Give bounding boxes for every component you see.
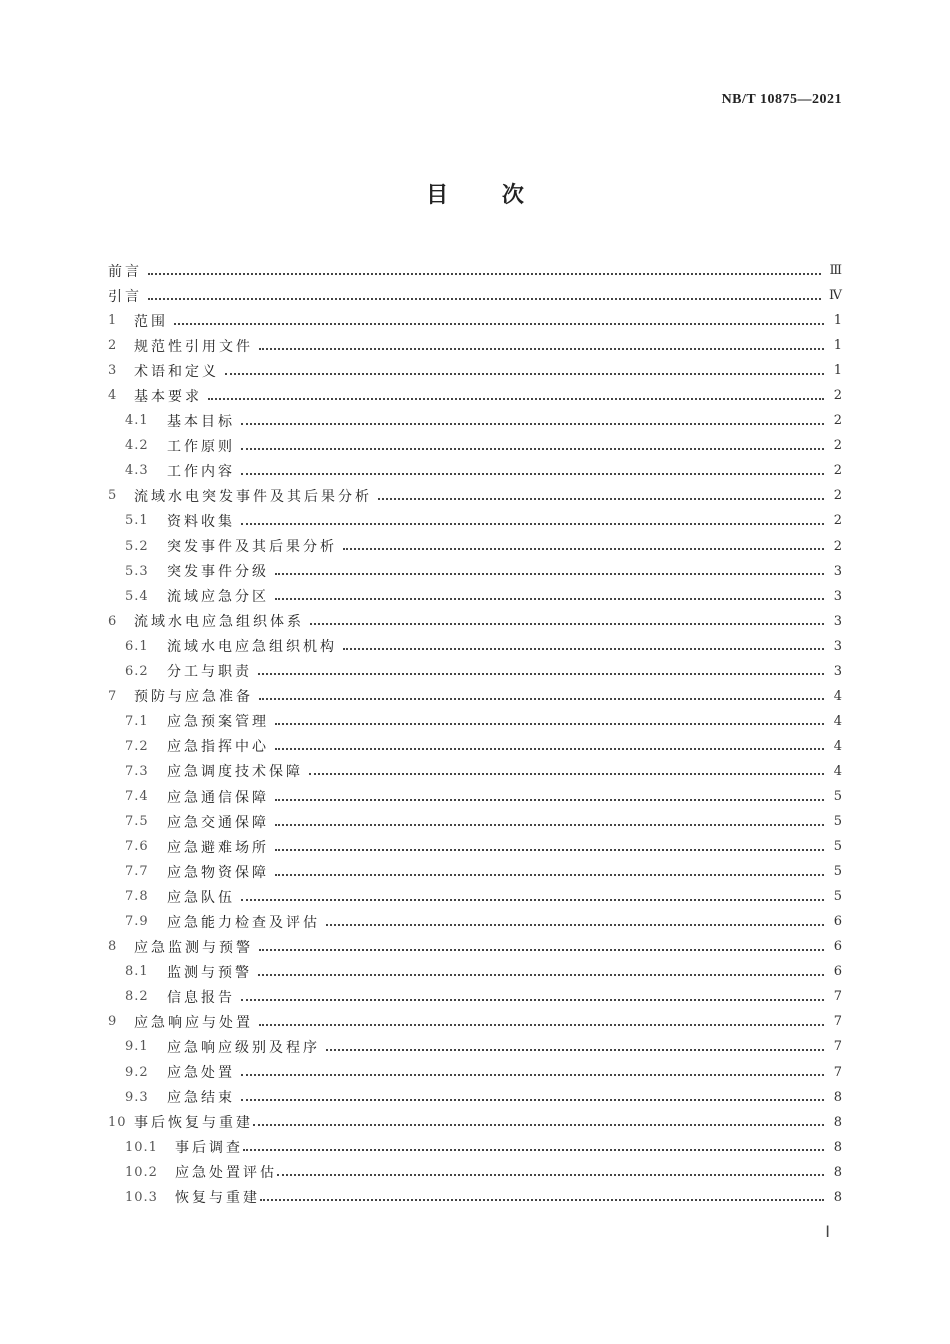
toc-entry-number: 5.2 — [125, 538, 149, 554]
toc-entry-label: 应急调度技术保障 — [167, 764, 303, 781]
toc-entry-label: 应急避难场所 — [167, 839, 269, 856]
toc-entry-page: 1 — [833, 363, 842, 379]
toc-leader-dots — [241, 423, 824, 425]
toc-entry-label: 突发事件分级 — [167, 564, 269, 581]
toc-entry-number: 10.2 — [125, 1164, 158, 1180]
toc-entry-page: 2 — [833, 388, 842, 404]
toc-entry[interactable] — [108, 834, 842, 859]
toc-entry-page: 6 — [833, 964, 842, 980]
toc-leader-dots — [326, 1049, 824, 1051]
toc-leader-dots — [275, 849, 824, 851]
toc-entry-number: 5.3 — [125, 563, 149, 579]
toc-entry-number: 10.3 — [125, 1189, 158, 1205]
toc-entry[interactable] — [108, 1185, 842, 1210]
toc-entry-page: 6 — [833, 914, 842, 930]
toc-entry-page: 8 — [833, 1189, 842, 1205]
toc-leader-dots — [326, 924, 824, 926]
toc-leader-dots — [243, 1149, 824, 1151]
toc-entry-label: 应急响应级别及程序 — [167, 1039, 320, 1056]
toc-entry-number: 4.1 — [125, 413, 149, 429]
toc-leader-dots — [253, 1124, 824, 1126]
page-title: 目 次 — [426, 183, 524, 208]
toc-entry-label: 分工与职责 — [167, 664, 252, 681]
toc-entry-number: 7.6 — [125, 839, 149, 855]
toc-entry-page: Ⅳ — [829, 288, 842, 304]
toc-entry[interactable] — [108, 283, 842, 308]
toc-entry-page: Ⅲ — [829, 263, 842, 279]
toc-entry-number: 4 — [108, 388, 118, 404]
toc-entry-number: 10.1 — [125, 1139, 158, 1155]
toc-entry-page: 2 — [833, 488, 842, 504]
toc-entry[interactable] — [108, 508, 842, 533]
toc-entry-label: 工作原则 — [167, 438, 235, 455]
toc-entry[interactable] — [108, 433, 842, 458]
toc-entry[interactable] — [108, 559, 842, 584]
toc-entry[interactable] — [108, 959, 842, 984]
toc-leader-dots — [259, 1024, 824, 1026]
toc-leader-dots — [343, 648, 824, 650]
table-of-contents — [108, 258, 842, 1210]
toc-leader-dots — [343, 548, 824, 550]
toc-leader-dots — [275, 598, 824, 600]
toc-leader-dots — [208, 398, 824, 400]
toc-entry-label: 监测与预警 — [167, 964, 252, 981]
toc-entry-number: 3 — [108, 363, 118, 379]
toc-entry-page: 7 — [833, 1014, 842, 1030]
toc-entry-page: 7 — [833, 1064, 842, 1080]
toc-entry-number: 9.1 — [125, 1039, 149, 1055]
toc-entry-label: 基本要求 — [134, 388, 202, 405]
toc-entry-label: 应急能力检查及评估 — [167, 914, 320, 931]
page-number: Ⅰ — [825, 1224, 830, 1241]
toc-entry-label: 应急响应与处置 — [134, 1014, 253, 1031]
toc-entry[interactable] — [108, 1135, 842, 1160]
toc-entry-label: 基本目标 — [167, 413, 235, 430]
toc-entry[interactable] — [108, 684, 842, 709]
toc-entry[interactable] — [108, 258, 842, 283]
toc-entry[interactable] — [108, 784, 842, 809]
toc-entry-page: 3 — [833, 663, 842, 679]
toc-entry-label: 事后调查 — [175, 1140, 243, 1157]
toc-leader-dots — [259, 348, 824, 350]
toc-entry-number: 7.7 — [125, 864, 149, 880]
toc-entry[interactable] — [108, 584, 842, 609]
toc-entry-page: 2 — [833, 413, 842, 429]
toc-entry-label: 预防与应急准备 — [134, 689, 253, 706]
toc-entry-label: 应急处置 — [167, 1065, 235, 1082]
toc-entry-page: 7 — [833, 989, 842, 1005]
toc-leader-dots — [259, 949, 824, 951]
toc-entry-number: 4.2 — [125, 438, 149, 454]
toc-entry-label: 应急处置评估 — [175, 1165, 277, 1182]
toc-entry-page: 3 — [833, 638, 842, 654]
toc-leader-dots — [277, 1174, 824, 1176]
toc-entry[interactable] — [108, 809, 842, 834]
toc-entry-page: 8 — [833, 1139, 842, 1155]
toc-entry-page: 2 — [833, 463, 842, 479]
toc-entry-number: 9 — [108, 1014, 118, 1030]
toc-entry[interactable] — [108, 458, 842, 483]
toc-entry-label: 术语和定义 — [134, 363, 219, 380]
toc-entry-number: 7.3 — [125, 763, 149, 779]
toc-entry-label: 应急指挥中心 — [167, 739, 269, 756]
toc-leader-dots — [310, 623, 824, 625]
toc-entry-label: 事后恢复与重建 — [134, 1115, 253, 1132]
toc-entry-label: 突发事件及其后果分析 — [167, 539, 337, 556]
toc-leader-dots — [275, 799, 824, 801]
toc-entry-page: 2 — [833, 438, 842, 454]
toc-entry-number: 8.2 — [125, 989, 149, 1005]
toc-entry-label: 流域水电应急组织机构 — [167, 639, 337, 656]
toc-entry-page: 3 — [833, 613, 842, 629]
toc-entry[interactable] — [108, 909, 842, 934]
toc-entry[interactable] — [108, 659, 842, 684]
toc-leader-dots — [241, 448, 824, 450]
toc-entry[interactable] — [108, 859, 842, 884]
toc-entry[interactable] — [108, 1085, 842, 1110]
toc-leader-dots — [275, 874, 824, 876]
toc-entry-label: 应急物资保障 — [167, 864, 269, 881]
toc-entry[interactable] — [108, 408, 842, 433]
toc-entry-number: 5 — [108, 488, 118, 504]
toc-entry[interactable] — [108, 333, 842, 358]
toc-entry-page: 8 — [833, 1089, 842, 1105]
toc-entry-page: 3 — [833, 563, 842, 579]
toc-entry-label: 应急监测与预警 — [134, 939, 253, 956]
toc-leader-dots — [275, 573, 824, 575]
toc-leader-dots — [259, 698, 824, 700]
toc-entry-number: 7.2 — [125, 738, 149, 754]
toc-entry[interactable] — [108, 884, 842, 909]
toc-entry-label: 流域水电应急组织体系 — [134, 614, 304, 631]
toc-entry-page: 6 — [833, 939, 842, 955]
toc-entry-page: 5 — [833, 889, 842, 905]
toc-entry-label: 资料收集 — [167, 513, 235, 530]
toc-entry-number: 7 — [108, 688, 118, 704]
toc-entry-label: 信息报告 — [167, 989, 235, 1006]
toc-entry-number: 7.5 — [125, 814, 149, 830]
toc-leader-dots — [275, 723, 824, 725]
standard-code: NB/T 10875—2021 — [721, 92, 842, 107]
toc-entry[interactable] — [108, 1009, 842, 1034]
toc-entry-label: 规范性引用文件 — [134, 338, 253, 355]
toc-entry-label: 应急通信保障 — [167, 789, 269, 806]
toc-leader-dots — [241, 473, 824, 475]
toc-entry-page: 7 — [833, 1039, 842, 1055]
toc-entry-number: 8.1 — [125, 964, 149, 980]
toc-entry[interactable] — [108, 1060, 842, 1085]
toc-leader-dots — [275, 824, 824, 826]
toc-leader-dots — [378, 498, 824, 500]
toc-entry[interactable] — [108, 534, 842, 559]
toc-entry-page: 1 — [833, 313, 842, 329]
toc-entry-page: 8 — [833, 1114, 842, 1130]
toc-entry-number: 6 — [108, 613, 118, 629]
toc-entry-page: 2 — [833, 513, 842, 529]
toc-entry-page: 4 — [833, 713, 842, 729]
toc-entry[interactable] — [108, 609, 842, 634]
toc-entry[interactable] — [108, 934, 842, 959]
toc-leader-dots — [241, 999, 824, 1001]
toc-entry-number: 2 — [108, 338, 118, 354]
toc-entry-number: 8 — [108, 939, 118, 955]
toc-entry[interactable] — [108, 1160, 842, 1185]
toc-entry-page: 8 — [833, 1164, 842, 1180]
toc-entry[interactable] — [108, 734, 842, 759]
toc-entry-number: 7.8 — [125, 889, 149, 905]
toc-leader-dots — [241, 899, 824, 901]
toc-leader-dots — [275, 748, 824, 750]
toc-entry-page: 4 — [833, 688, 842, 704]
toc-entry-page: 1 — [833, 338, 842, 354]
toc-entry-number: 10 — [108, 1114, 127, 1130]
toc-entry[interactable] — [108, 358, 842, 383]
toc-entry-page: 4 — [833, 763, 842, 779]
toc-entry[interactable] — [108, 759, 842, 784]
toc-entry-label: 恢复与重建 — [175, 1190, 260, 1207]
toc-entry-page: 2 — [833, 538, 842, 554]
toc-leader-dots — [241, 1074, 824, 1076]
toc-entry-label: 流域水电突发事件及其后果分析 — [134, 488, 372, 505]
toc-entry-number: 9.3 — [125, 1089, 149, 1105]
toc-leader-dots — [148, 298, 821, 300]
toc-entry-page: 3 — [833, 588, 842, 604]
toc-entry-label: 流域应急分区 — [167, 589, 269, 606]
toc-entry[interactable] — [108, 634, 842, 659]
toc-entry-label: 应急队伍 — [167, 889, 235, 906]
toc-entry-label: 工作内容 — [167, 463, 235, 480]
toc-entry-page: 5 — [833, 814, 842, 830]
toc-entry-number: 7.4 — [125, 789, 149, 804]
toc-entry[interactable] — [108, 1110, 842, 1135]
toc-entry-label: 应急预案管理 — [167, 714, 269, 731]
toc-entry-number: 5.4 — [125, 588, 149, 604]
toc-entry-label: 应急交通保障 — [167, 814, 269, 831]
toc-leader-dots — [258, 974, 824, 976]
toc-entry-number: 5.1 — [125, 513, 149, 529]
toc-leader-dots — [260, 1199, 824, 1201]
toc-entry-number: 4.3 — [125, 463, 149, 479]
toc-entry-number: 6.1 — [125, 638, 149, 654]
toc-leader-dots — [174, 323, 824, 325]
toc-entry-number: 7.9 — [125, 914, 149, 930]
toc-entry-number: 7.1 — [125, 713, 149, 729]
toc-entry-page: 5 — [833, 789, 842, 804]
toc-entry[interactable] — [108, 1034, 842, 1059]
toc-entry[interactable] — [108, 709, 842, 734]
toc-entry-page: 4 — [833, 738, 842, 754]
toc-entry-label: 前言 — [108, 263, 142, 280]
toc-leader-dots — [241, 1099, 824, 1101]
toc-entry[interactable] — [108, 984, 842, 1009]
toc-entry-page: 5 — [833, 864, 842, 880]
toc-entry-number: 9.2 — [125, 1064, 149, 1080]
toc-entry[interactable] — [108, 308, 842, 333]
toc-entry-page: 5 — [833, 839, 842, 855]
toc-entry-label: 引言 — [108, 288, 142, 305]
toc-entry-number: 1 — [108, 313, 118, 329]
toc-leader-dots — [258, 673, 824, 675]
toc-entry-number: 6.2 — [125, 663, 149, 679]
toc-leader-dots — [225, 373, 824, 375]
toc-entry[interactable] — [108, 383, 842, 408]
toc-entry[interactable] — [108, 483, 842, 508]
toc-leader-dots — [241, 523, 824, 525]
toc-entry-label: 应急结束 — [167, 1090, 235, 1107]
toc-leader-dots — [309, 773, 824, 775]
toc-leader-dots — [148, 273, 821, 275]
toc-entry-label: 范围 — [134, 313, 168, 330]
